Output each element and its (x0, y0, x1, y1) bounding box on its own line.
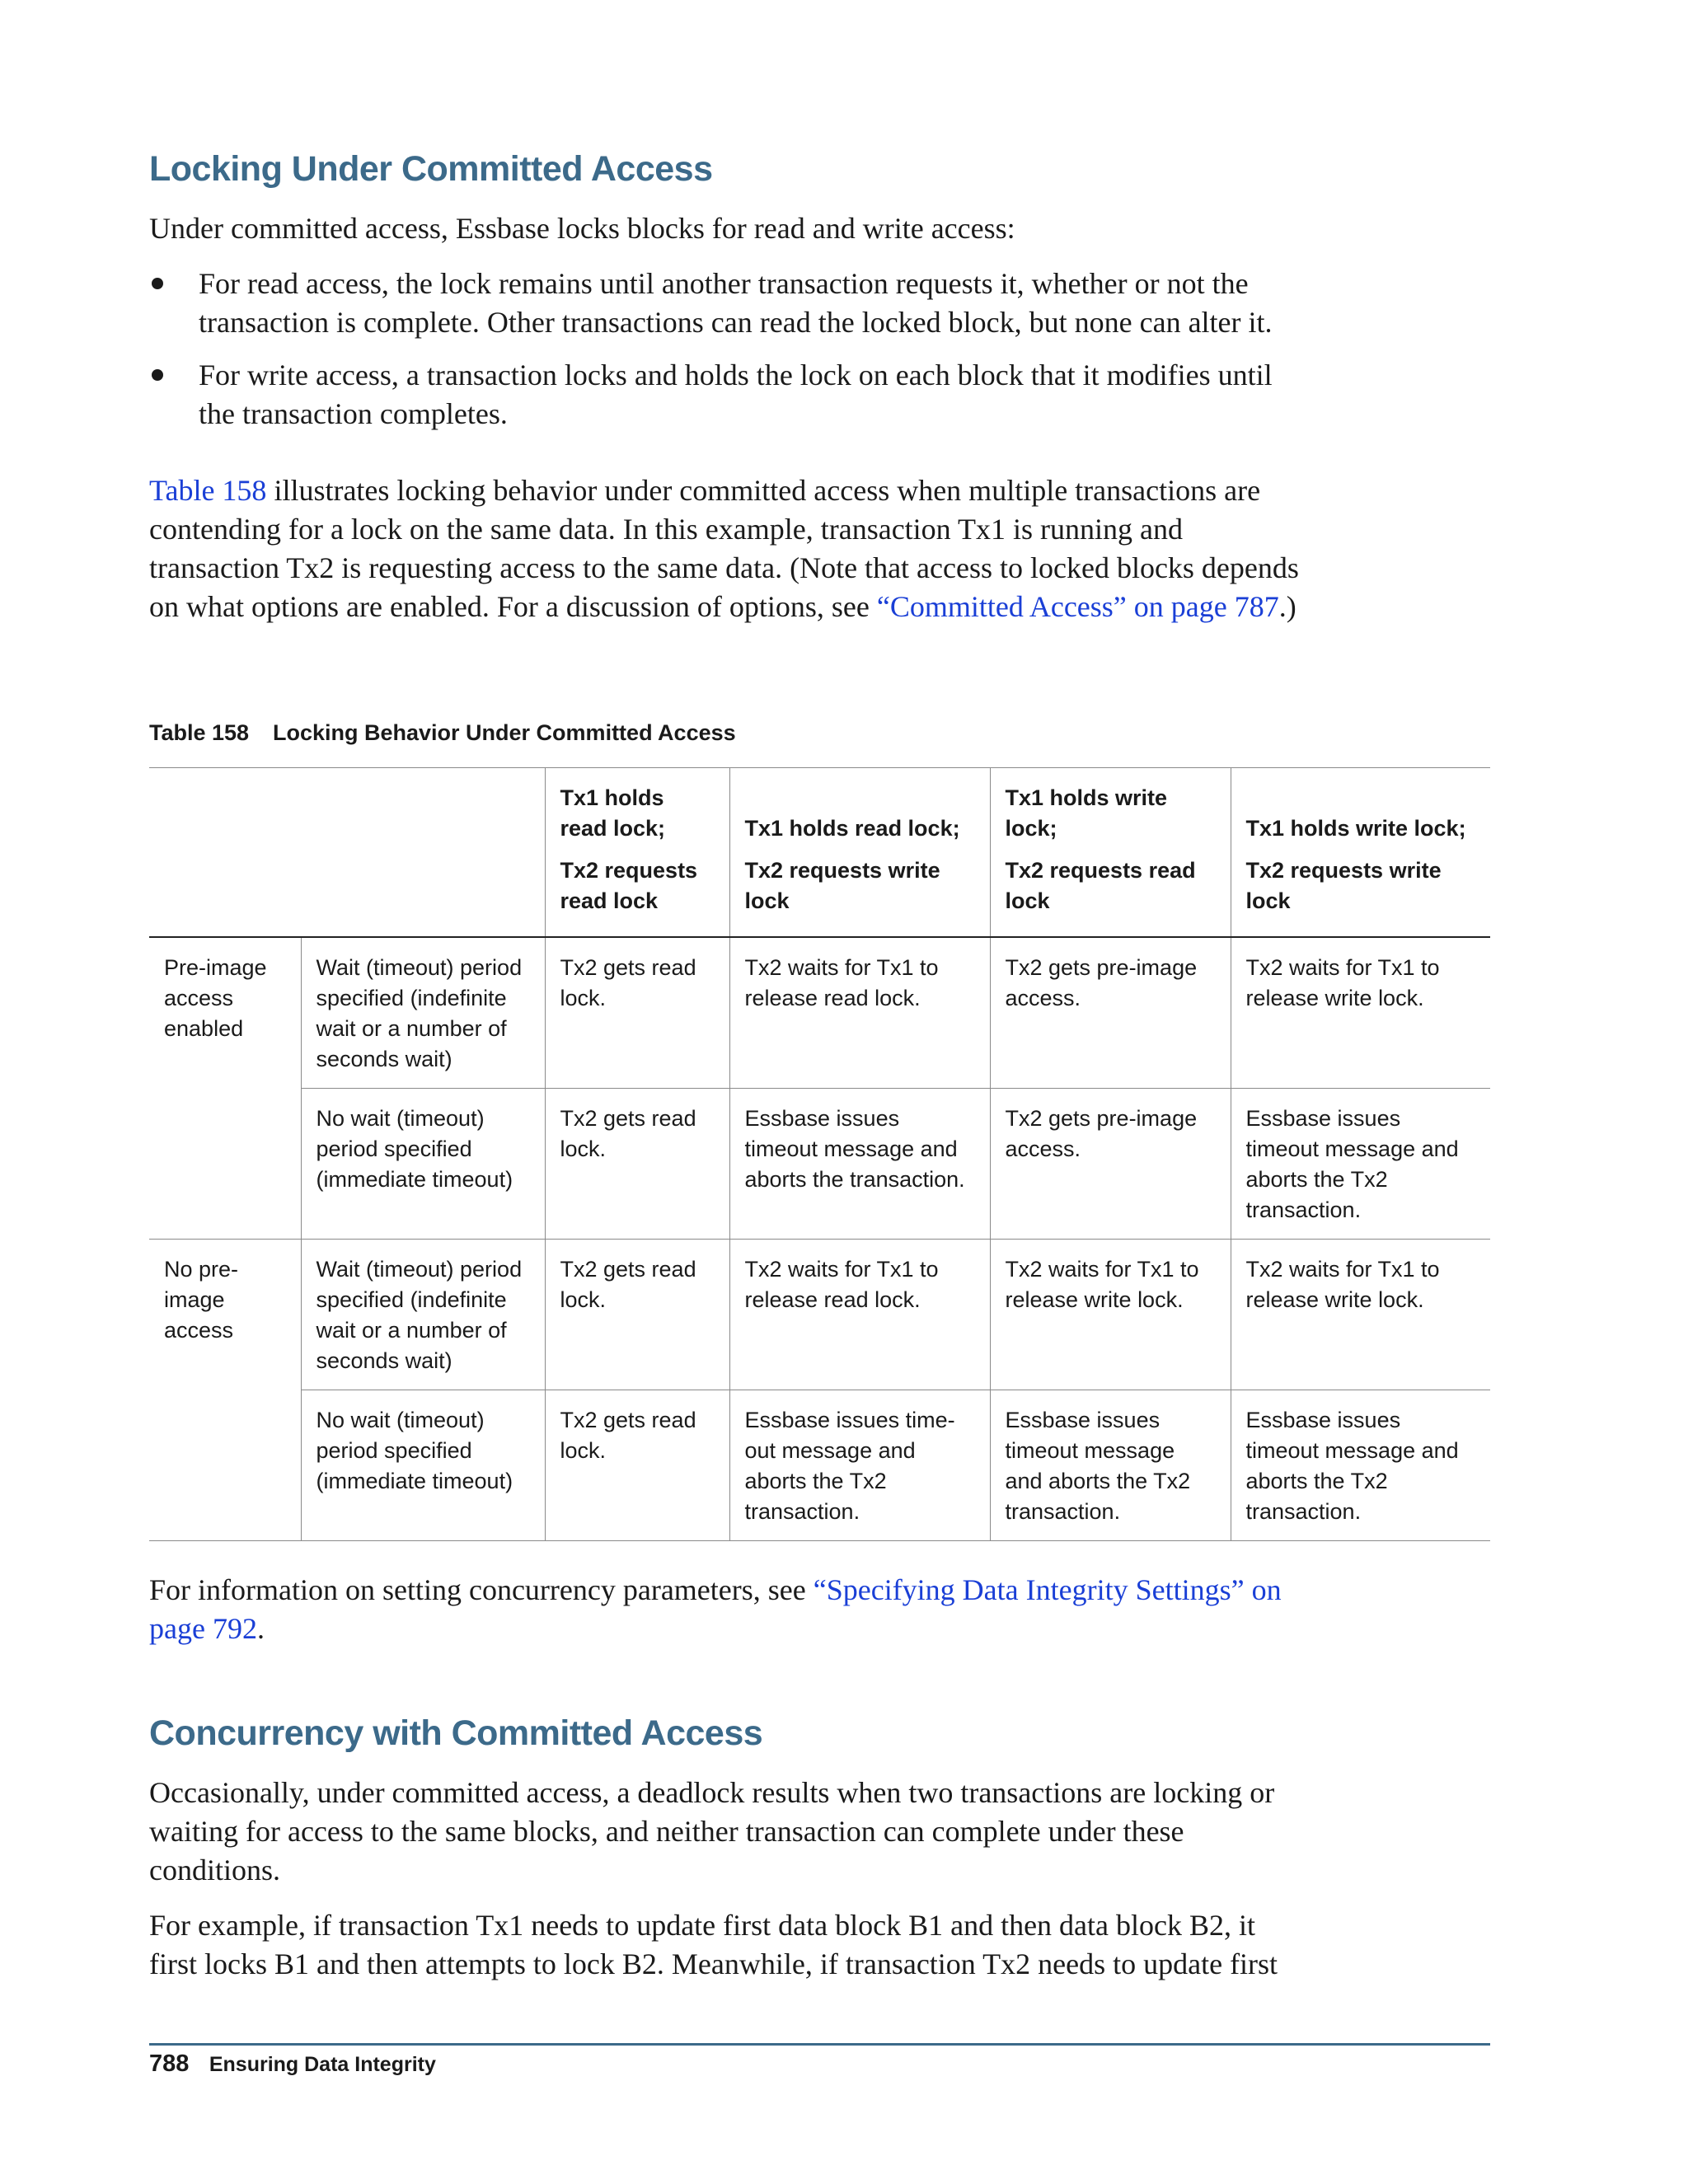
deadlock-paragraph: Occasionally, under committed access, a deadlock results when two transactions are locking or waiting for access to the same blocks, and neither transaction can complete under these conditions. (149, 1776, 1275, 1886)
bullet-item (149, 265, 1303, 342)
bullet-text: For write access, a transaction locks and holds the lock on each block that it modifies until the transaction completes. (199, 359, 1273, 430)
row-condition: Wait (timeout) period specified (indefinite wait or a number of seconds wait) (301, 937, 545, 1089)
table-cell: Tx2 gets pre-image access. (990, 1089, 1231, 1240)
bullet-text: For read access, the lock remains until another transaction requests it, whether or not the transaction is complete. Other transactions can read the locked block, but none can alter it. (199, 267, 1273, 339)
table-cell: Tx2 waits for Tx1 to release read lock. (729, 937, 990, 1089)
table-cell: Tx2 gets read lock. (545, 937, 729, 1089)
bullet-dot-icon (152, 278, 163, 289)
committed-access-link[interactable]: “Committed Access” on page 787 (876, 590, 1279, 623)
header-line: Tx2 requests read lock (560, 858, 698, 913)
table-cell: Tx2 waits for Tx1 to release write lock. (1231, 1240, 1490, 1390)
column-header (729, 768, 990, 938)
header-line: Tx1 holds read lock; (560, 785, 666, 841)
column-header (990, 768, 1231, 938)
paragraph-text: illustrates locking behavior under committed access when multiple transactions are contending for a lock on the same data. In this example, transaction Tx1 is running and transaction Tx2 is requesting access to the same data. (Note that access to locked blocks depends on what options are enabled. For a discussion of options, see (149, 474, 1299, 623)
header-line: Tx2 requests write lock (1245, 858, 1442, 913)
table-cell: Tx2 gets read lock. (545, 1390, 729, 1541)
table-row (149, 1390, 1490, 1541)
column-header (1231, 768, 1490, 938)
table-cell: Tx2 gets pre-image access. (990, 937, 1231, 1089)
row-condition: No wait (timeout) period specified (immediate timeout) (301, 1089, 545, 1240)
header-line: Tx1 holds write lock; (1005, 785, 1168, 841)
column-header (545, 768, 729, 938)
data-integrity-settings-link[interactable]: “Specifying Data Integrity Settings” on page 792 (149, 1573, 1282, 1645)
table-cell: Essbase issues timeout message and aborts the Tx2 transaction. (990, 1390, 1231, 1541)
table-cell: Tx2 waits for Tx1 to release read lock. (729, 1240, 990, 1390)
bullet-dot-icon (152, 369, 163, 381)
table-cell: Tx2 gets read lock. (545, 1240, 729, 1390)
intro-paragraph: Under committed access, Essbase locks blocks for read and write access: (149, 212, 1015, 245)
page-footer (149, 2050, 436, 2078)
header-line: Tx1 holds read lock; (744, 816, 960, 841)
header-line: Tx2 requests write lock (744, 858, 940, 913)
bullet-item (149, 356, 1303, 434)
table-row (149, 1240, 1490, 1390)
footer-divider (149, 2043, 1490, 2046)
header-empty-cell (301, 768, 545, 938)
paragraph-text: .) (1278, 590, 1296, 623)
table-cell: Essbase issues time-out message and aborts the Tx2 transaction. (729, 1390, 990, 1541)
table-title: Locking Behavior Under Committed Access (273, 720, 736, 745)
table-cell: Tx2 waits for Tx1 to release write lock. (990, 1240, 1231, 1390)
page-number: 788 (149, 2050, 190, 2077)
bullet-list (149, 265, 1303, 448)
table-cell: Tx2 waits for Tx1 to release write lock. (1231, 937, 1490, 1089)
row-condition: No wait (timeout) period specified (immediate timeout) (301, 1390, 545, 1541)
row-group-label: No pre-image access (149, 1240, 301, 1541)
table-reference-link[interactable]: Table 158 (149, 474, 267, 507)
footer-section-title: Ensuring Data Integrity (209, 2053, 436, 2076)
table-intro-paragraph (149, 471, 1303, 626)
table-row (149, 1089, 1490, 1240)
example-paragraph: For example, if transaction Tx1 needs to update first data block B1 and then data block B2, it first locks B1 and then attempts to lock B2. Meanwhile, if transaction Tx2 needs to update first (149, 1909, 1278, 1980)
table-row (149, 937, 1490, 1089)
table-caption (149, 720, 736, 746)
table-cell: Essbase issues timeout message and aborts the Tx2 transaction. (1231, 1089, 1490, 1240)
paragraph-text: For information on setting concurrency parameters, see (149, 1573, 814, 1606)
table-cell: Essbase issues timeout message and aborts the Tx2 transaction. (1231, 1390, 1490, 1541)
locking-behavior-table (149, 767, 1490, 1541)
table-cell: Essbase issues timeout message and aborts the transaction. (729, 1089, 990, 1240)
row-condition: Wait (timeout) period specified (indefinite wait or a number of seconds wait) (301, 1240, 545, 1390)
table-number: Table 158 (149, 720, 250, 745)
concurrency-settings-paragraph (149, 1571, 1303, 1648)
paragraph-text: . (256, 1612, 265, 1645)
header-line: Tx1 holds write lock; (1245, 816, 1466, 841)
table-cell: Tx2 gets read lock. (545, 1089, 729, 1240)
header-line: Tx2 requests read lock (1005, 858, 1196, 913)
table-header-row (149, 768, 1490, 938)
row-group-label: Pre-image access enabled (164, 955, 267, 1041)
header-empty-cell (149, 768, 301, 938)
section-heading-locking: Locking Under Committed Access (149, 149, 713, 189)
section-heading-concurrency: Concurrency with Committed Access (149, 1713, 763, 1753)
